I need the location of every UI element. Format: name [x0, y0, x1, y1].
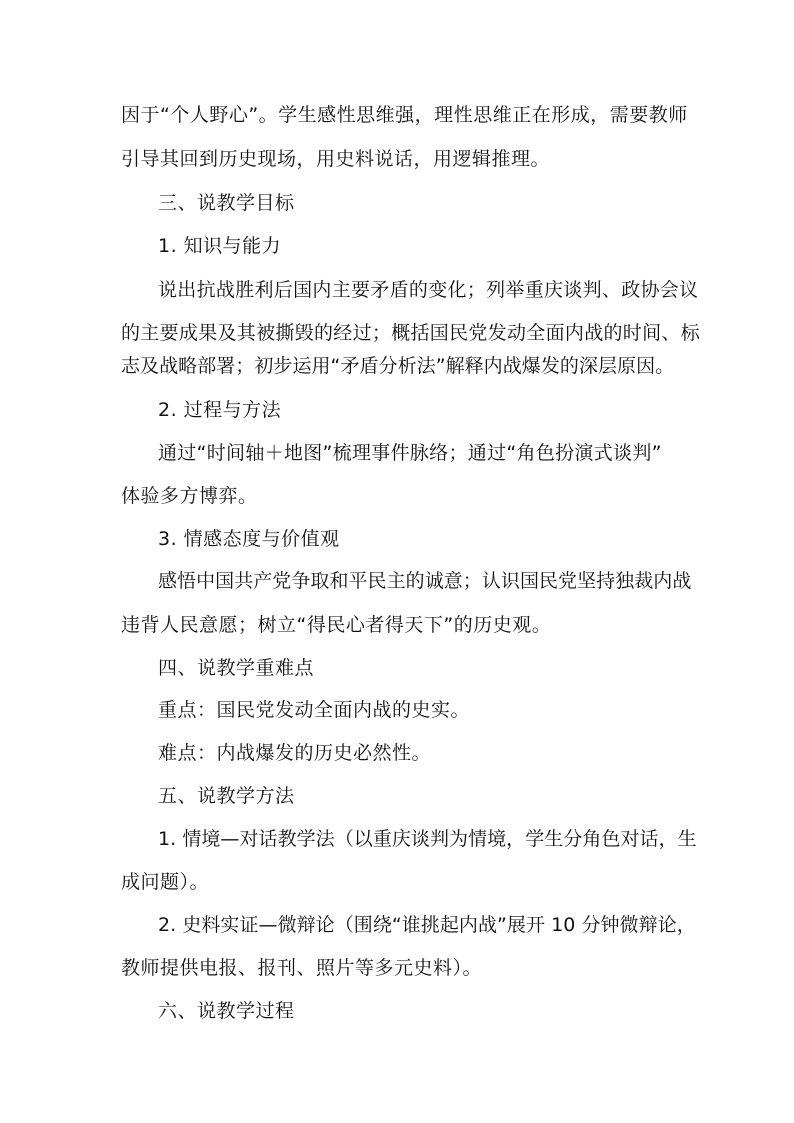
paragraph-line-9: 违背人民意愿；树立“得民心者得天下”的历史观。	[121, 614, 552, 636]
subheading-knowledge-ability: 1. 知识与能力	[158, 235, 282, 257]
paragraph-line-2: 引导其回到历史现场，用史料说话，用逻辑推理。	[121, 148, 551, 170]
subheading-process-method: 2. 过程与方法	[158, 399, 282, 421]
paragraph-line-6: 通过“时间轴＋地图”梳理事件脉络；通过“角色扮演式谈判”	[158, 442, 662, 464]
paragraph-line-4: 的主要成果及其被撕毁的经过；概括国民党发动全面内战的时间、标	[121, 322, 701, 344]
section-heading-teaching-objectives: 三、说教学目标	[158, 192, 295, 214]
difficult-point-line: 难点：内战爆发的历史必然性。	[158, 742, 432, 764]
subheading-attitude-values: 3. 情感态度与价值观	[158, 528, 340, 550]
method-one-line-2: 成问题）。	[121, 871, 210, 893]
paragraph-line-5: 志及战略部署；初步运用“矛盾分析法”解释内战爆发的深层原因。	[121, 355, 675, 377]
section-heading-teaching-process: 六、说教学过程	[158, 1000, 295, 1022]
method-one-line-1: 1. 情境—对话教学法（以重庆谈判为情境，学生分角色对话，生	[158, 828, 697, 850]
paragraph-line-7: 体验多方博弈。	[121, 485, 258, 507]
paragraph-line-8: 感悟中国共产党争取和平民主的诚意；认识国民党坚持独裁内战	[158, 570, 692, 592]
key-point-line: 重点：国民党发动全面内战的史实。	[158, 699, 471, 721]
paragraph-line-1: 因于“个人野心”。学生感性思维强，理性思维正在形成，需要教师	[121, 104, 688, 126]
section-heading-teaching-methods: 五、说教学方法	[158, 785, 295, 807]
section-heading-key-difficult-points: 四、说教学重难点	[158, 657, 315, 679]
method-two-line-2: 教师提供电报、报刊、照片等多元史料）。	[121, 957, 483, 979]
paragraph-line-3: 说出抗战胜利后国内主要矛盾的变化；列举重庆谈判、政协会议	[158, 279, 699, 301]
method-two-line-1: 2. 史料实证—微辩论（围绕“谁挑起内战”展开 10 分钟微辩论，	[158, 914, 696, 936]
